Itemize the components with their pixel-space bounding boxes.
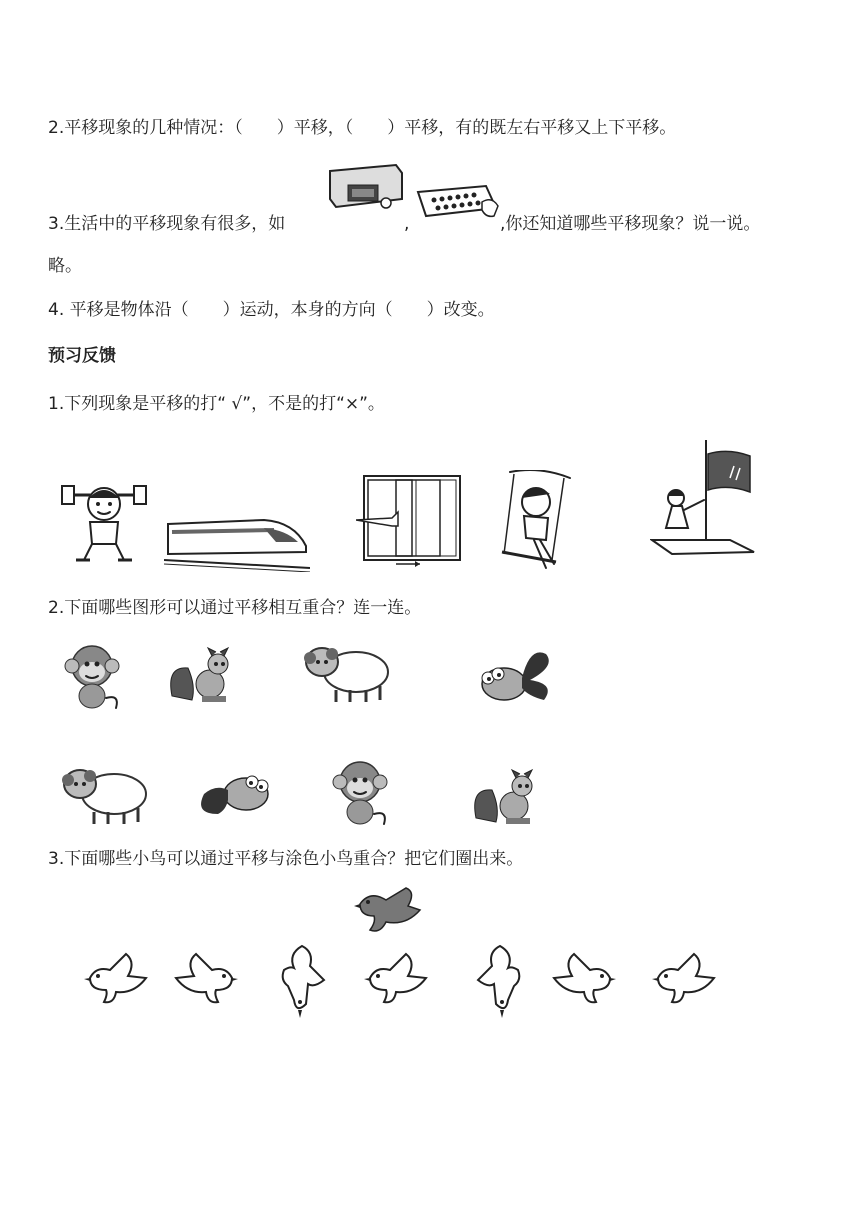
question-2-intro: 2.平移现象的几种情况：（ ）平移，（ ）平移，有的既左右平移又上下平移。 bbox=[48, 118, 677, 138]
squirrel-icon bbox=[166, 646, 242, 706]
swing-icon bbox=[490, 470, 574, 570]
question-3-intro-start: 3.生活中的平移现象有很多，如 bbox=[48, 214, 286, 234]
feedback-question-2: 2.下面哪些图形可以通过平移相互重合？连一连。 bbox=[48, 598, 422, 618]
feedback-question-3: 3.下面哪些小鸟可以通过平移与涂色小鸟重合？把它们圈出来。 bbox=[48, 849, 524, 869]
bird-icon bbox=[172, 948, 242, 1010]
question-3-comma: , bbox=[404, 214, 410, 234]
bird-icon-shaded bbox=[350, 882, 422, 942]
sheep-icon bbox=[300, 640, 392, 706]
question-3-answer: 略。 bbox=[48, 256, 82, 276]
sheep-icon bbox=[58, 762, 150, 828]
drawer-icon bbox=[326, 163, 404, 219]
weightlifter-icon bbox=[56, 474, 152, 566]
bird-icon bbox=[474, 940, 524, 1018]
monkey-icon bbox=[330, 756, 392, 828]
question-3-intro-end: ,你还知道哪些平移现象？说一说。 bbox=[500, 214, 761, 234]
bird-icon bbox=[80, 948, 150, 1010]
monkey-icon bbox=[62, 640, 124, 712]
feedback-question-1: 1.下列现象是平移的打“ √”，不是的打“×”。 bbox=[48, 394, 385, 414]
section-heading: 预习反馈 bbox=[48, 346, 116, 366]
squirrel-icon bbox=[470, 768, 546, 828]
bird-icon bbox=[360, 948, 430, 1010]
sliding-window-icon bbox=[356, 474, 462, 568]
flag-raising-icon bbox=[650, 438, 756, 566]
bird-icon bbox=[278, 940, 328, 1018]
abacus-icon bbox=[412, 182, 502, 228]
question-4-intro: 4. 平移是物体沿（ ）运动，本身的方向（ ）改变。 bbox=[48, 300, 495, 320]
train-icon bbox=[164, 508, 310, 572]
goldfish-icon bbox=[194, 760, 280, 826]
bird-icon bbox=[550, 948, 620, 1010]
bird-icon bbox=[648, 948, 718, 1010]
goldfish-icon bbox=[470, 640, 556, 706]
